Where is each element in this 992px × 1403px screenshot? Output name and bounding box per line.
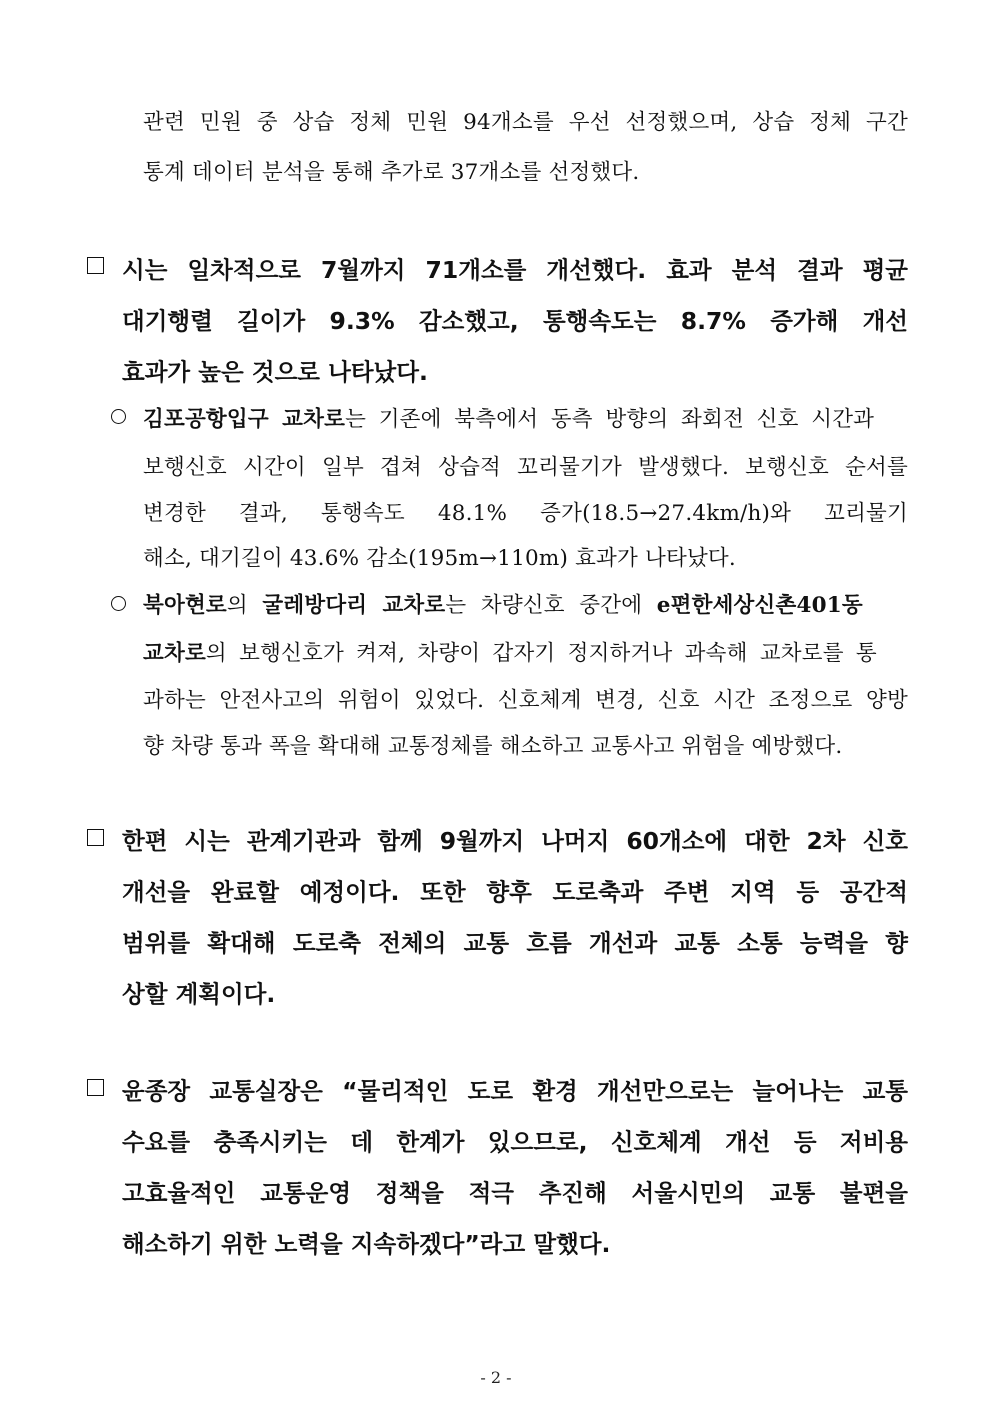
section1-line: 효과가 높은 것으로 나타났다. — [122, 358, 428, 386]
circle-bullet-icon — [111, 596, 126, 611]
section2-line: 상할 계획이다. — [122, 980, 276, 1008]
checkbox-bullet-icon — [87, 1079, 104, 1096]
bullet1-line1-rest: 는 기존에 북측에서 동측 방향의 좌회전 신호 시간과 — [345, 407, 875, 432]
section2-line: 개선을 완료할 예정이다. 또한 향후 도로축과 주변 지역 등 공간적 — [122, 878, 908, 906]
bullet2-line — [143, 636, 908, 667]
bullet1-line: 보행신호 시간이 일부 겹쳐 상습적 꼬리물기가 발생했다. 보행신호 순서를 — [143, 455, 908, 480]
bullet2-lead-apartment: e편한세상신촌401동 — [656, 593, 863, 618]
bullet2-mid1: 의 — [226, 593, 263, 618]
intro-line: 관련 민원 중 상습 정체 민원 94개소를 우선 선정했으며, 상습 정체 구간 — [143, 110, 908, 135]
circle-bullet-icon — [111, 409, 126, 424]
bullet2-lead-intersection: 굴레방다리 교차로 — [262, 593, 446, 618]
checkbox-bullet-icon — [87, 257, 104, 274]
bullet2-lead-road: 북아현로 — [143, 593, 227, 618]
bullet1-line — [143, 402, 908, 433]
section3-line: 고효율적인 교통운영 정책을 적극 추진해 서울시민의 교통 불편을 — [122, 1179, 908, 1207]
bullet2-line: 향 차량 통과 폭을 확대해 교통정체를 해소하고 교통사고 위험을 예방했다. — [143, 734, 843, 759]
checkbox-bullet-icon — [87, 829, 104, 846]
section1-line: 대기행렬 길이가 9.3% 감소했고, 통행속도는 8.7% 증가해 개선 — [122, 307, 908, 335]
section1-line: 시는 일차적으로 7월까지 71개소를 개선했다. 효과 분석 결과 평균 — [122, 256, 908, 284]
section3-line: 윤종장 교통실장은 “물리적인 도로 환경 개선만으로는 늘어나는 교통 — [122, 1077, 908, 1105]
bullet1-lead: 김포공항입구 교차로 — [143, 407, 346, 432]
bullet1-line: 변경한 결과, 통행속도 48.1% 증가(18.5→27.4km/h)와 꼬리물기 — [143, 501, 908, 526]
bullet2-line — [143, 588, 908, 619]
bullet2-mid2: 는 차량신호 중간에 — [445, 593, 657, 618]
section3-line: 해소하기 위한 노력을 지속하겠다”라고 말했다. — [122, 1230, 611, 1258]
section2-line: 범위를 확대해 도로축 전체의 교통 흐름 개선과 교통 소통 능력을 향 — [122, 929, 908, 957]
section2-line: 한편 시는 관계기관과 함께 9월까지 나머지 60개소에 대한 2차 신호 — [122, 827, 908, 855]
page-number: - 2 - — [480, 1368, 512, 1387]
bullet2-line: 과하는 안전사고의 위험이 있었다. 신호체계 변경, 신호 시간 조정으로 양방 — [143, 688, 908, 713]
bullet2-line2-rest: 의 보행신호가 켜져, 차량이 갑자기 정지하거나 과속해 교차로를 통 — [205, 641, 877, 666]
section3-line: 수요를 충족시키는 데 한계가 있으므로, 신호체계 개선 등 저비용 — [122, 1128, 908, 1156]
bullet2-line2-lead: 교차로 — [143, 641, 206, 666]
bullet1-line: 해소, 대기길이 43.6% 감소(195m→110m) 효과가 나타났다. — [143, 546, 736, 571]
intro-line: 통계 데이터 분석을 통해 추가로 37개소를 선정했다. — [143, 160, 640, 185]
